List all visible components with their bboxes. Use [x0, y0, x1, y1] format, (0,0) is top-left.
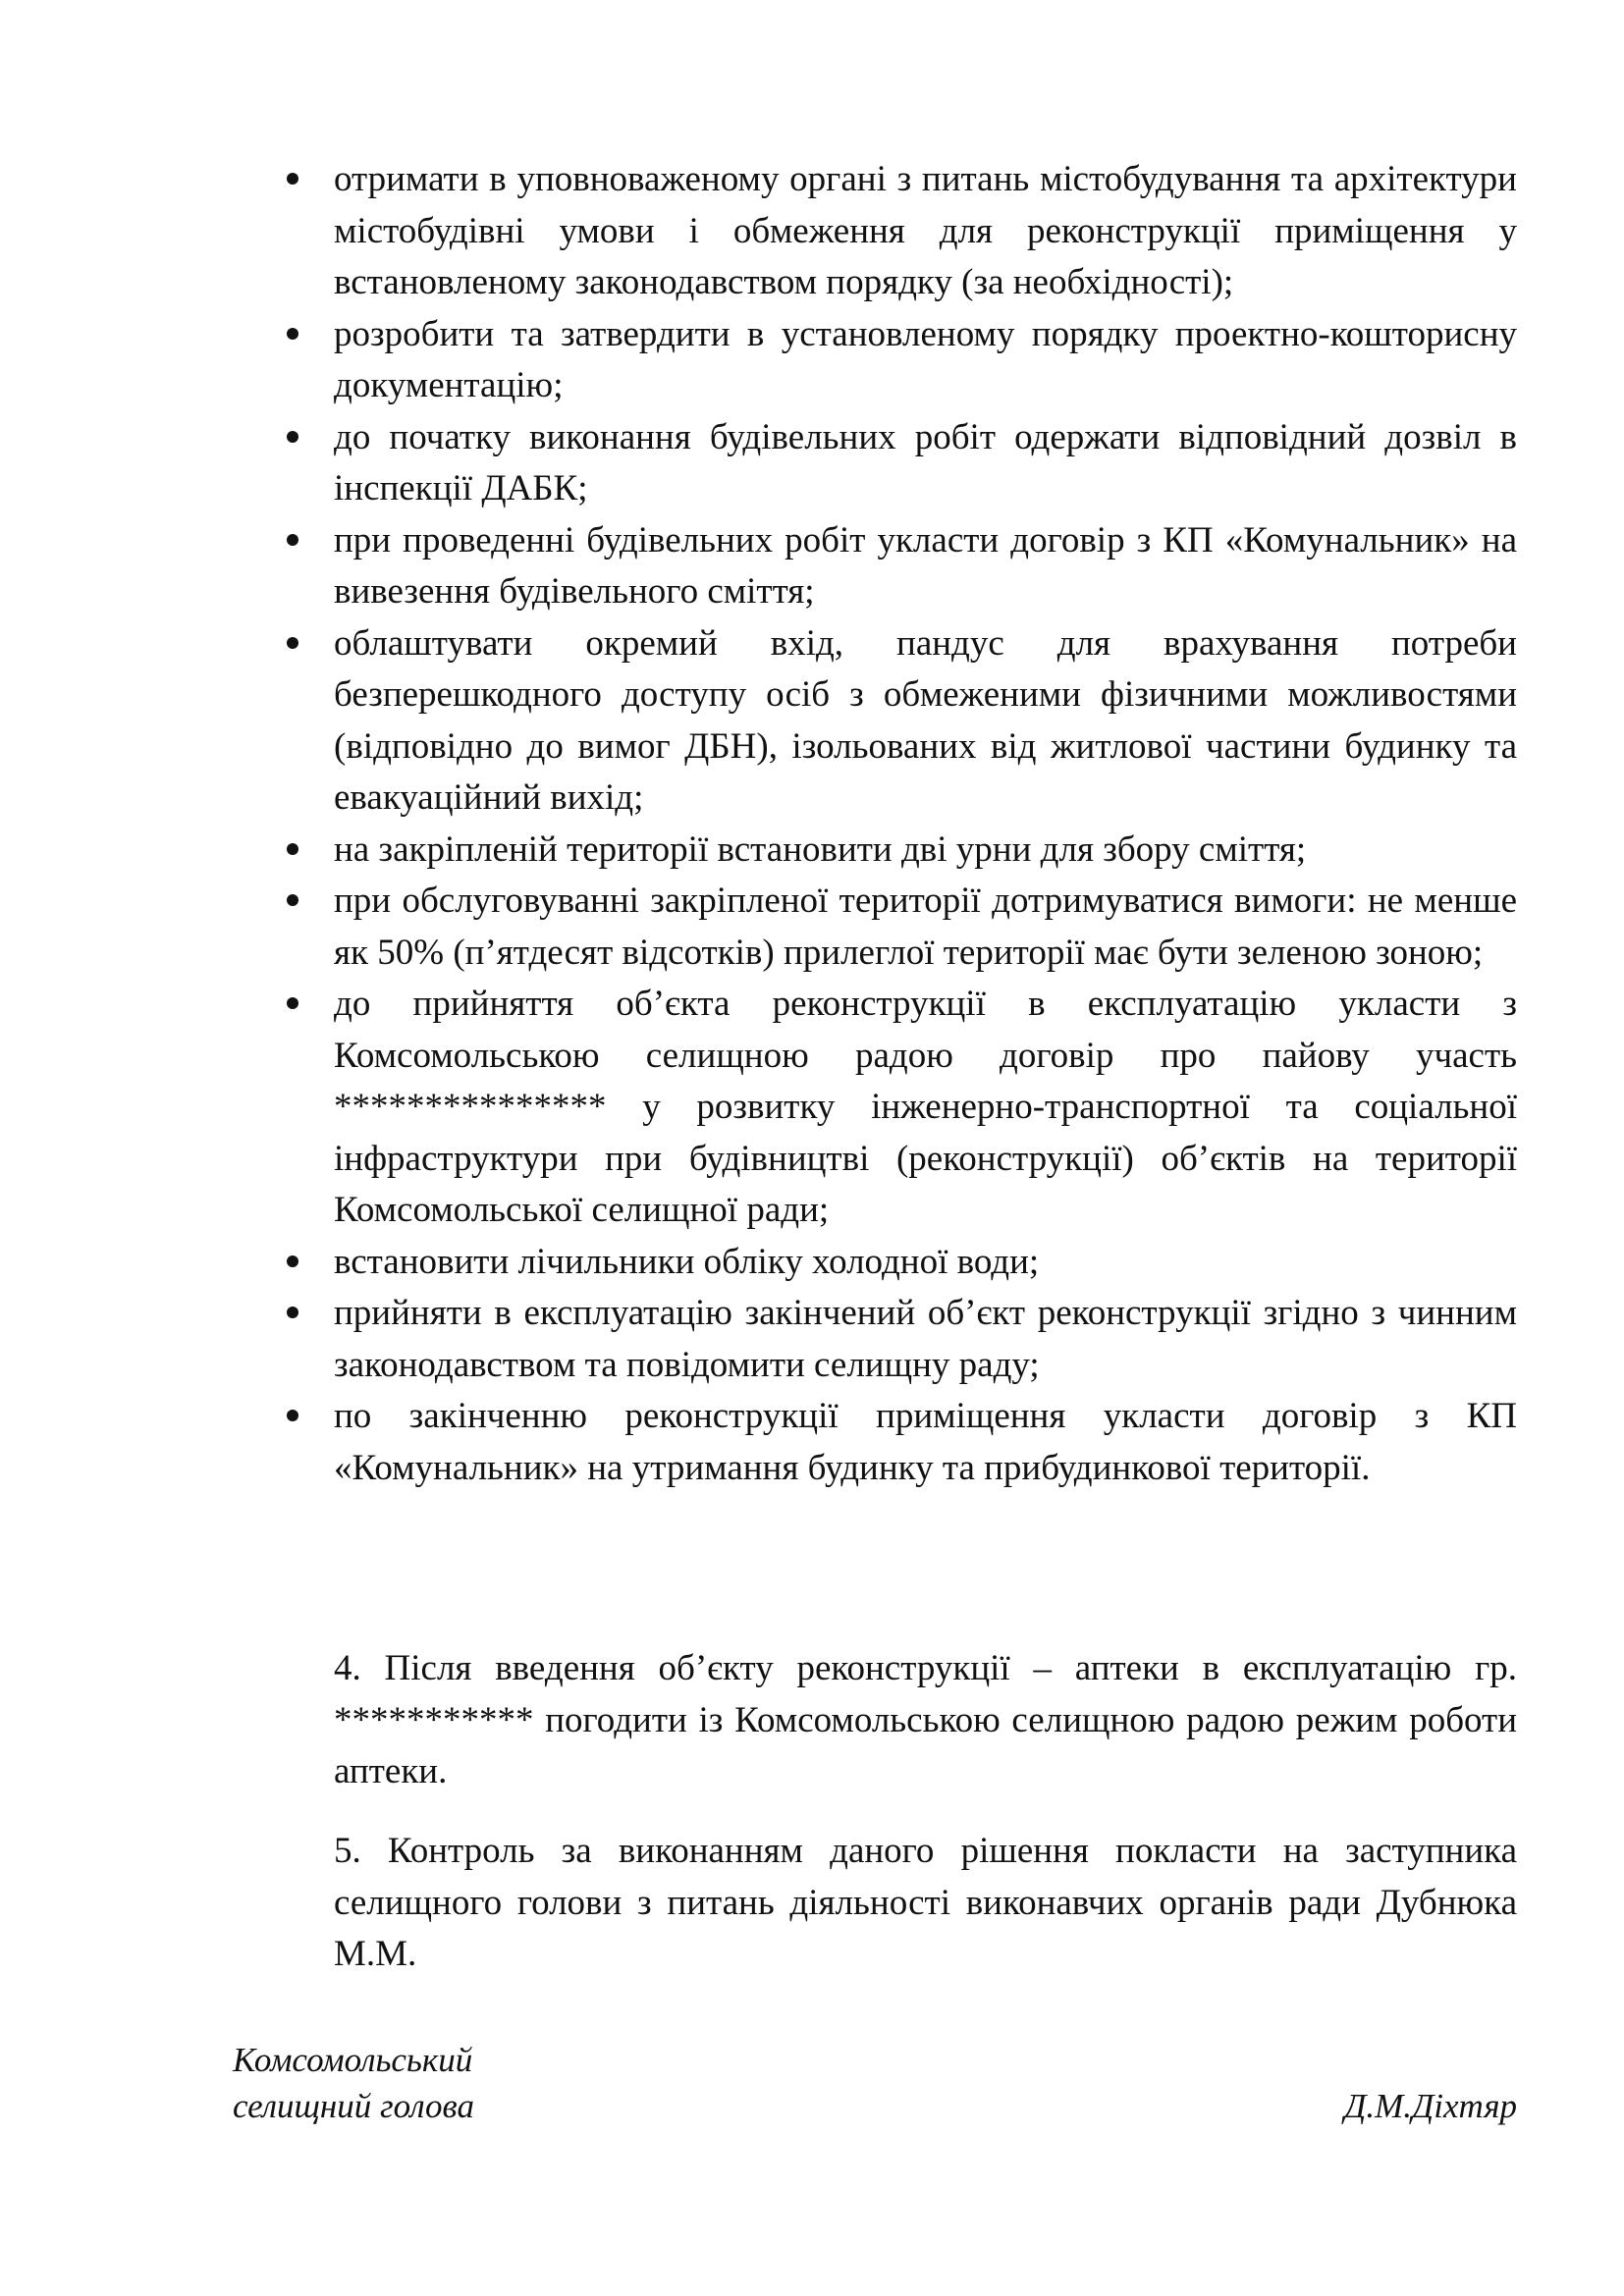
- list-item: [282, 876, 1517, 979]
- list-item: [282, 1391, 1517, 1494]
- list-item-text: розробити та затвердити в установленому порядку проектно-кошторисну документацію;: [334, 313, 1517, 405]
- list-item-text: до прийняття об’єкта реконструкції в експлуатацію укласти з Комсомольською селищною радою договір про пайову участь *************** у розвитку інженерно-транспортної та соціальної інфраструктури при будівництві (реконструкції) об’єктів на території Комсомольської селищної ради;: [334, 984, 1517, 1230]
- list-item-text: отримати в уповноваженому органі з питань містобудування та архітектури містобудівні умови і обмеження для реконструкції приміщення у встановленому законодавством порядку (за необхідності);: [334, 159, 1517, 302]
- signature-title: [233, 2037, 474, 2129]
- bullet-icon: [287, 173, 298, 185]
- requirements-list: [282, 154, 1517, 1494]
- signature-name: Д.М.Діхтяр: [1344, 2087, 1517, 2125]
- bullet-icon: [287, 637, 298, 649]
- list-item: [282, 412, 1517, 515]
- list-item-text: встановити лічильники обліку холодної води;: [334, 1241, 1040, 1282]
- list-item-text: облаштувати окремий вхід, пандус для врахування потреби безперешкодного доступу осіб з обмеженими фізичними можливостями (відповідно до вимог ДБН), ізольованих від житлової частини будинку та евакуаційний вихід;: [334, 622, 1517, 818]
- list-item-text: прийняти в експлуатацію закінчений об’єкт реконструкції згідно з чинним законодавством та повідомити селищну раду;: [334, 1293, 1517, 1385]
- list-item: [282, 154, 1517, 309]
- list-item: [282, 979, 1517, 1237]
- bullet-icon: [287, 1307, 298, 1318]
- bullet-icon: [287, 997, 298, 1009]
- bullet-icon: [287, 843, 298, 855]
- bullet-icon: [287, 328, 298, 340]
- paragraph-5: 5. Контроль за виконанням даного рішення покласти на заступника селищного голови з питань діяльності виконавчих органів ради Дубнюка М.М.: [334, 1831, 1517, 1974]
- list-item: [282, 515, 1517, 618]
- bullet-icon: [287, 431, 298, 443]
- signature-title-line: Комсомольський: [233, 2041, 473, 2079]
- bullet-icon: [287, 894, 298, 906]
- list-item: [282, 825, 1517, 877]
- list-item-text: по закінченню реконструкції приміщення укласти договір з КП «Комунальник» на утримання будинку та прибудинкової території.: [334, 1396, 1517, 1488]
- bullet-icon: [287, 534, 298, 546]
- bullet-icon: [287, 1410, 298, 1421]
- paragraph-4: 4. Після введення об’єкту реконструкції – аптеки в експлуатацію гр. *********** погодити із Комсомольською селищною радою режим роботи аптеки.: [334, 1648, 1517, 1791]
- list-item-text: до початку виконання будівельних робіт одержати відповідний дозвіл в інспекції ДАБК;: [334, 416, 1517, 508]
- list-item: [282, 309, 1517, 412]
- bullet-icon: [287, 1255, 298, 1267]
- signature-title-line: селищний голова: [233, 2087, 474, 2125]
- list-item-text: на закріпленій території встановити дві урни для збору сміття;: [334, 828, 1307, 870]
- list-item: [282, 618, 1517, 825]
- list-item-text: при проведенні будівельних робіт укласти договір з КП «Комунальник» на вивезення будівельного сміття;: [334, 519, 1517, 612]
- list-item: [282, 1288, 1517, 1391]
- list-item: [282, 1237, 1517, 1289]
- list-item-text: при обслуговуванні закріпленої території дотримуватися вимоги: не менше як 50% (п’ятдесят відсотків) прилеглої території має бути зеленою зоною;: [334, 881, 1517, 973]
